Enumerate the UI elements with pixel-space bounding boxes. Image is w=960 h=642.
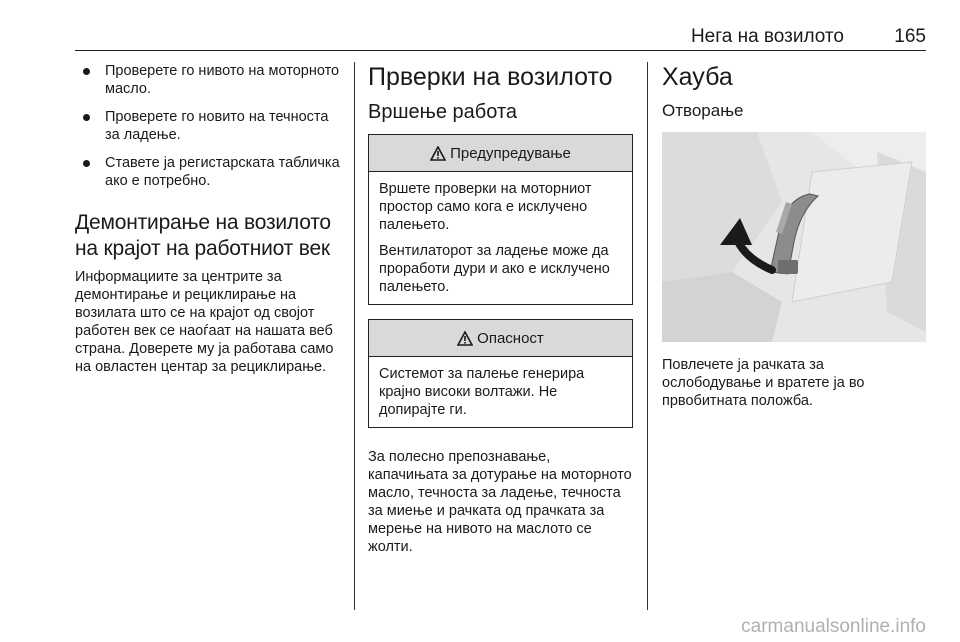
bullet-icon xyxy=(83,160,90,167)
danger-icon xyxy=(457,331,473,346)
section-title-vehicle-checks: Прверки на возилото xyxy=(368,63,613,91)
warning-text: Вентилаторот за ладење може да проработи дури и ако е исклучено палењето. xyxy=(379,243,610,295)
warning-box xyxy=(368,134,633,305)
hood-open-text: Повлечете ја рачката за ослободување и вратете ја во првобитната положба. xyxy=(662,357,865,409)
subtitle-opening: Отворање xyxy=(662,101,744,120)
bullet-icon xyxy=(83,114,90,121)
danger-header xyxy=(369,320,632,357)
section-title-hood: Хауба xyxy=(662,63,733,91)
bullet-icon xyxy=(83,68,90,75)
warning-text: Вршете проверки на моторниот простор само кога е исклучено палењето. xyxy=(379,181,592,233)
left-column xyxy=(75,62,345,376)
header-title: Нега на возилото xyxy=(690,26,844,47)
column-divider-right xyxy=(647,62,648,610)
danger-title: Опасност xyxy=(477,329,544,347)
bullet-list xyxy=(75,62,345,190)
list-item: Ставете ја регистарската табличка ако е потребно. xyxy=(75,154,345,190)
page-number: 165 xyxy=(894,26,926,47)
hood-release-illustration xyxy=(662,132,926,342)
warning-title: Предупредување xyxy=(450,144,571,162)
warning-icon xyxy=(430,146,446,161)
section-heading-end-of-life: Демонтирање на возилото на крајот на работниот век xyxy=(75,211,331,260)
list-item: Проверете го новито на течноста за ладење. xyxy=(75,108,345,144)
danger-box xyxy=(368,319,633,428)
warning-body xyxy=(369,172,632,304)
hood-release-lever-icon xyxy=(662,132,926,342)
danger-body xyxy=(369,357,632,427)
warning-header xyxy=(369,135,632,172)
list-item: Проверете го нивото на моторното масло. xyxy=(75,62,345,98)
caps-info-text: За полесно препознавање, капачињата за дотурање на моторното масло, течноста за ладење, течноста за миење и рачката од прачката за мерење на нивото на маслото се жолти. xyxy=(368,449,632,555)
subtitle-performing-work: Вршење работа xyxy=(368,101,518,123)
column-divider-left xyxy=(354,62,355,610)
middle-column xyxy=(368,62,633,556)
page-header xyxy=(75,24,926,51)
watermark: carmanualsonline.info xyxy=(741,616,926,637)
right-column xyxy=(662,62,926,410)
danger-text: Системот за палење генерира крајно високи волтажи. Не допирајте ги. xyxy=(379,366,585,418)
end-of-life-text: Информациите за центрите за демонтирање и рециклирање на возилата што се на крајот од својот работен век се наоѓаат на нашата веб страна. Доверете му ја работава само на овластен центар за рециклирање. xyxy=(75,269,334,375)
